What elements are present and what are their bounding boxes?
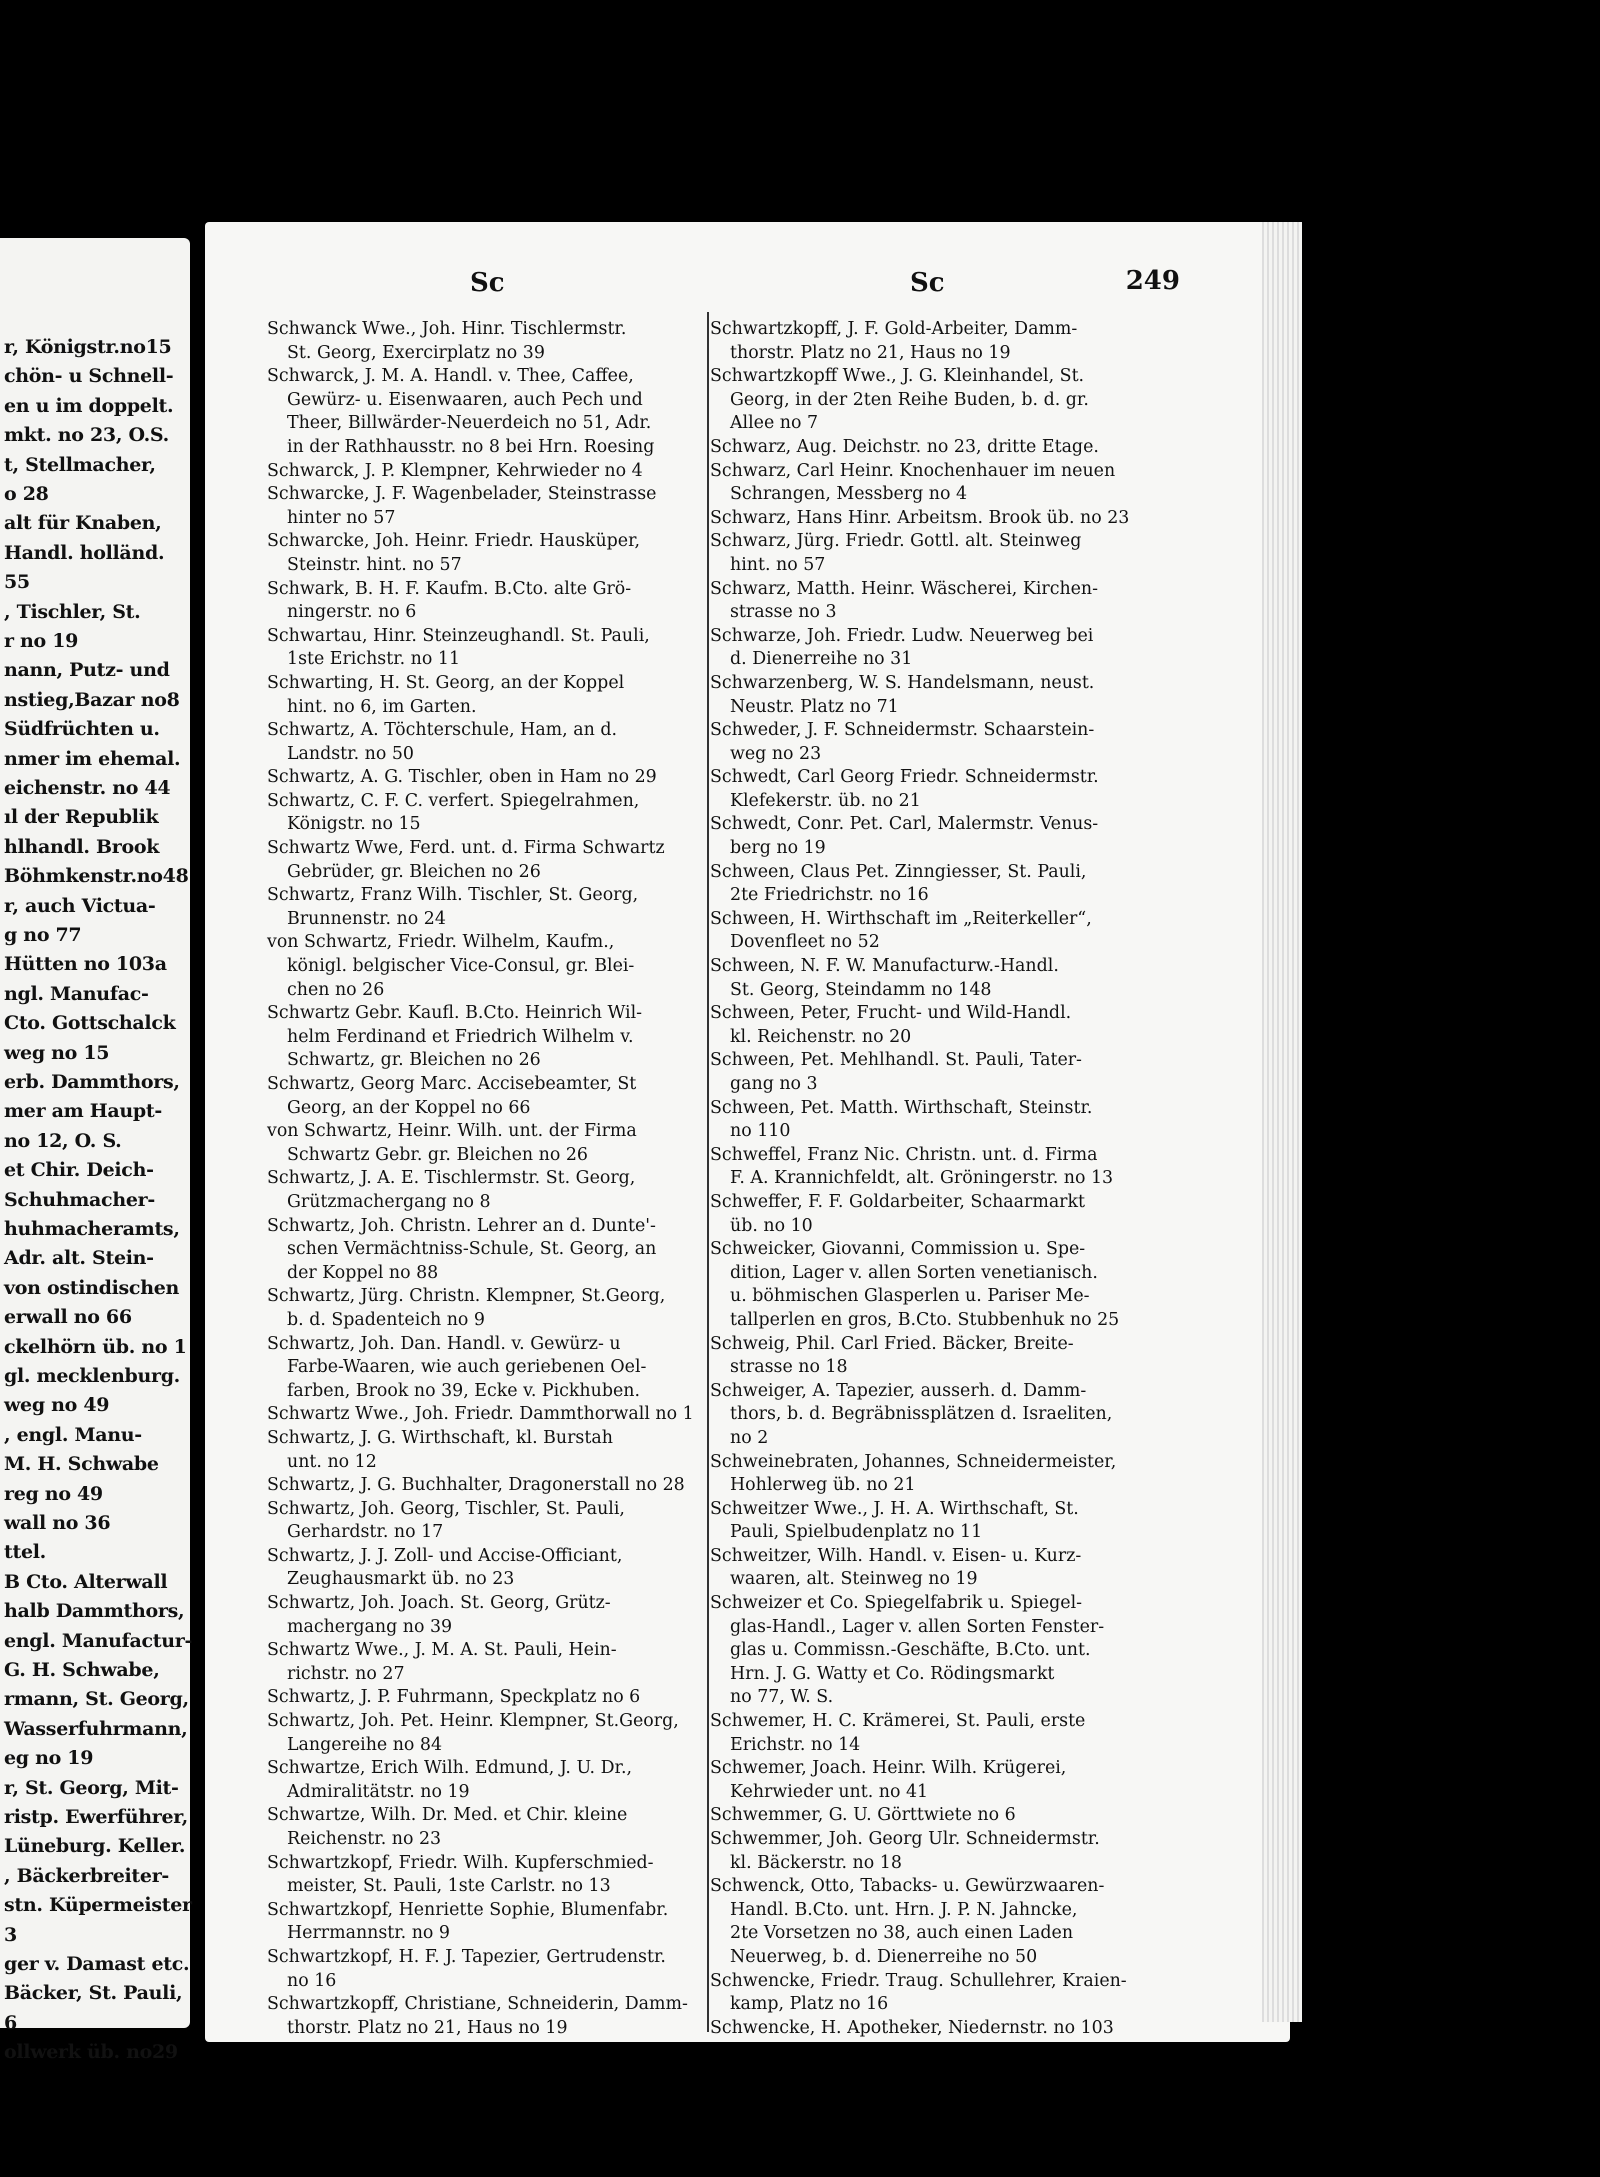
fragment-line: nstieg,Bazar no8 xyxy=(4,688,180,711)
fragment-line: weg no 49 xyxy=(4,1394,110,1417)
entry-continuation-line: glas u. Commissn.-Geschäfte, B.Cto. unt. xyxy=(730,1640,1091,1661)
entry-continuation-line: Landstr. no 50 xyxy=(287,743,414,764)
entry-continuation-line: der Koppel no 88 xyxy=(287,1262,439,1283)
fragment-line: ckelhörn üb. no 1 xyxy=(4,1335,187,1358)
entry-name-line: Schwartz, Franz Wilh. Tischler, St. Georg, xyxy=(267,885,639,906)
fragment-line: g no 77 xyxy=(4,924,82,946)
directory-entry xyxy=(267,483,707,530)
directory-entry xyxy=(267,672,707,719)
fragment-line: ristp. Ewerführer, xyxy=(4,1806,188,1828)
fragment-line: r, St. Georg, Mit- xyxy=(4,1776,179,1799)
entry-name-line: Schweffel, Franz Nic. Christn. unt. d. Firma xyxy=(710,1144,1098,1165)
directory-entry xyxy=(710,1710,1150,1757)
entry-continuation-line: hint. no 57 xyxy=(730,554,826,575)
entry-continuation-line: gang no 3 xyxy=(730,1074,818,1094)
entry-name-line: Schwartz, J. G. Wirthschaft, kl. Burstah xyxy=(267,1427,613,1448)
fragment-line: B Cto. Alterwall xyxy=(4,1570,168,1593)
fragment-line: , Bäckerbreiter- xyxy=(4,1864,169,1887)
entry-continuation-line: Theer, Billwärder-Neuerdeich no 51, Adr. xyxy=(287,413,652,434)
directory-entry xyxy=(267,790,707,837)
fragment-line: erwall no 66 xyxy=(4,1306,132,1329)
entry-name-line: Schween, Peter, Frucht- und Wild-Handl. xyxy=(710,1003,1072,1024)
fragment-line: Wasserfuhrmann, xyxy=(4,1717,188,1740)
entry-name-line: Schwarz, Carl Heinr. Knochenhauer im neuen xyxy=(710,460,1116,481)
directory-entry xyxy=(710,1875,1150,1969)
directory-entry xyxy=(710,578,1150,625)
entry-name-line: Schwarze, Joh. Friedr. Ludw. Neuerweg bei xyxy=(710,625,1094,646)
fragment-line: reg no 49 xyxy=(4,1482,103,1505)
directory-entry xyxy=(267,1073,707,1120)
entry-name-line: Schwartz Gebr. Kaufl. B.Cto. Heinrich Wil- xyxy=(267,1003,643,1024)
entry-name-line: Schweizer et Co. Spiegelfabrik u. Spiegel- xyxy=(710,1593,1083,1614)
directory-entry xyxy=(710,1144,1150,1191)
directory-entry xyxy=(710,1757,1150,1804)
directory-entry xyxy=(710,861,1150,908)
directory-entry xyxy=(710,1828,1150,1875)
fragment-line: eg no 19 xyxy=(4,1747,94,1770)
entry-name-line: Schwartze, Erich Wilh. Edmund, J. U. Dr., xyxy=(267,1758,633,1779)
directory-entry xyxy=(710,365,1150,436)
fragment-line: M. H. Schwabe xyxy=(4,1453,159,1476)
directory-entry xyxy=(267,931,707,1002)
directory-entry xyxy=(710,1498,1150,1545)
entry-continuation-line: St. Georg, Steindamm no 148 xyxy=(730,979,992,1000)
entry-continuation-line: no 16 xyxy=(287,1970,337,1991)
entry-continuation-line: 2te Friedrichstr. no 16 xyxy=(730,885,929,906)
fragment-line: r, Königstr.no15 xyxy=(4,336,172,358)
entry-name-line: Schween, H. Wirthschaft im „Reiterkeller“, xyxy=(710,908,1092,929)
left-column xyxy=(267,318,707,2040)
entry-name-line: Schwartz, Joh. Dan. Handl. v. Gewürz- u xyxy=(267,1333,621,1354)
directory-entry xyxy=(710,1333,1150,1380)
entry-continuation-line: unt. no 12 xyxy=(287,1451,377,1472)
entry-name-line: Schwarting, H. St. Georg, an der Koppel xyxy=(267,672,625,693)
directory-entry xyxy=(710,1238,1150,1332)
fragment-line: stn. Küpermeister xyxy=(4,1894,192,1917)
entry-name-line: Schwarcke, Joh. Heinr. Friedr. Hausküper, xyxy=(267,531,640,552)
entry-name-line: Schwartz, Jürg. Christn. Klempner, St.Georg, xyxy=(267,1286,666,1307)
directory-entry xyxy=(267,530,707,577)
directory-entry xyxy=(267,837,707,884)
entry-name-line: Schweffer, F. F. Goldarbeiter, Schaarmarkt xyxy=(710,1191,1086,1212)
entry-continuation-line: Dovenfleet no 52 xyxy=(730,932,880,953)
entry-continuation-line: Farbe-Waaren, wie auch geriebenen Oel- xyxy=(287,1357,647,1378)
fragment-line: ttel. xyxy=(4,1541,46,1564)
entry-name-line: Schwartzkopff, Christiane, Schneiderin, Damm- xyxy=(267,1994,688,2015)
directory-entry xyxy=(710,530,1150,577)
entry-continuation-line: königl. belgischer Vice-Consul, gr. Blei- xyxy=(287,956,635,977)
entry-name-line: Schwartzkopff, J. F. Gold-Arbeiter, Damm- xyxy=(710,319,1078,339)
fragment-line: Cto. Gottschalck xyxy=(4,1012,176,1035)
directory-entry xyxy=(267,1167,707,1214)
entry-name-line: Schweitzer Wwe., J. H. A. Wirthschaft, St. xyxy=(710,1498,1079,1519)
entry-name-line: Schwartze, Wilh. Dr. Med. et Chir. kleine xyxy=(267,1805,628,1826)
directory-entry xyxy=(710,1049,1150,1096)
fragment-line: ıl der Republik xyxy=(4,806,159,829)
entry-name-line: Schwarz, Matth. Heinr. Wäscherei, Kirchen- xyxy=(710,578,1099,599)
entry-continuation-line: dition, Lager v. allen Sorten venetianisch. xyxy=(730,1262,1098,1283)
entry-name-line: Schweder, J. F. Schneidermstr. Schaarstein- xyxy=(710,720,1095,741)
directory-entry xyxy=(267,1804,707,1851)
directory-entry xyxy=(267,1592,707,1639)
entry-name-line: Schwartzkopf, Friedr. Wilh. Kupferschmied- xyxy=(267,1852,654,1873)
entry-continuation-line: d. Dienerreihe no 31 xyxy=(730,649,913,670)
entry-name-line: Schwarcke, J. F. Wagenbelader, Steinstrasse xyxy=(267,484,657,505)
entry-name-line: Schwartz, A. Töchterschule, Ham, an d. xyxy=(267,720,617,741)
fragment-line: mkt. no 23, O.S. xyxy=(4,424,169,447)
directory-entry xyxy=(267,460,707,484)
directory-entry xyxy=(710,460,1150,507)
header-left: Sc xyxy=(470,268,505,298)
entry-continuation-line: 1ste Erichstr. no 11 xyxy=(287,649,461,670)
entry-continuation-line: hinter no 57 xyxy=(287,507,396,528)
directory-entry xyxy=(710,1451,1150,1498)
fragment-line: rmann, St. Georg, xyxy=(4,1688,189,1711)
directory-entry xyxy=(710,318,1150,365)
entry-name-line: Schween, N. F. W. Manufacturw.-Handl. xyxy=(710,956,1059,977)
fragment-line: r no 19 xyxy=(4,630,79,652)
fragment-line: ollwerk üb. no29 xyxy=(4,2041,178,2064)
fragment-line: mer am Haupt- xyxy=(4,1100,162,1123)
directory-entry xyxy=(710,1380,1150,1451)
directory-entry xyxy=(267,1333,707,1404)
directory-entry xyxy=(710,1002,1150,1049)
entry-continuation-line: thorstr. Platz no 21, Haus no 19 xyxy=(730,342,1011,363)
entry-name-line: Schwartz, Joh. Christn. Lehrer an d. Dunte'- xyxy=(267,1215,656,1236)
fragment-line: Bäcker, St. Pauli, xyxy=(4,1982,183,2005)
fragment-line: hlhandl. Brook xyxy=(4,835,160,858)
fragment-line: 6 xyxy=(4,2011,17,2034)
entry-name-line: Schwartz, Joh. Pet. Heinr. Klempner, St.Georg, xyxy=(267,1711,679,1732)
fragment-line: von ostindischen xyxy=(4,1276,180,1299)
entry-continuation-line: waaren, alt. Steinweg no 19 xyxy=(730,1569,978,1590)
directory-entry xyxy=(267,1757,707,1804)
directory-entry xyxy=(710,1191,1150,1238)
fragment-line: Böhmkenstr.no48 xyxy=(4,865,189,888)
entry-name-line: Schwemer, H. C. Krämerei, St. Pauli, erste xyxy=(710,1711,1086,1732)
entry-continuation-line: richstr. no 27 xyxy=(287,1663,405,1684)
entry-continuation-line: Gewürz- u. Eisenwaaren, auch Pech und xyxy=(287,389,643,410)
entry-continuation-line: Hohlerweg üb. no 21 xyxy=(730,1475,916,1496)
entry-continuation-line: no 2 xyxy=(730,1427,769,1448)
entry-continuation-line: strasse no 18 xyxy=(730,1357,848,1378)
entry-name-line: Schwencke, Friedr. Traug. Schullehrer, Kraien- xyxy=(710,1970,1127,1991)
fragment-line: r, auch Victua- xyxy=(4,894,156,917)
entry-continuation-line: Admiralitätstr. no 19 xyxy=(287,1781,470,1802)
entry-continuation-line: Neustr. Platz no 71 xyxy=(730,696,899,717)
entry-name-line: Schweig, Phil. Carl Fried. Bäcker, Breite- xyxy=(710,1333,1074,1354)
entry-continuation-line: Handl. B.Cto. unt. Hrn. J. P. N. Jahncke, xyxy=(730,1899,1078,1920)
entry-name-line: Schween, Claus Pet. Zinngiesser, St. Pauli, xyxy=(710,861,1087,882)
entry-continuation-line: Pauli, Spielbudenplatz no 11 xyxy=(730,1522,983,1543)
entry-continuation-line: strasse no 3 xyxy=(730,602,837,623)
entry-continuation-line: Reichenstr. no 23 xyxy=(287,1829,442,1849)
entry-continuation-line: berg no 19 xyxy=(730,838,826,859)
entry-continuation-line: helm Ferdinand et Friedrich Wilhelm v. xyxy=(287,1026,634,1047)
entry-continuation-line: weg no 23 xyxy=(730,743,822,764)
entry-name-line: Schwartz, A. G. Tischler, oben in Ham no 29 xyxy=(267,767,657,788)
entry-continuation-line: kl. Reichenstr. no 20 xyxy=(730,1026,912,1047)
entry-name-line: Schweitzer, Wilh. Handl. v. Eisen- u. Kurz- xyxy=(710,1545,1082,1566)
directory-entry xyxy=(267,1993,707,2040)
entry-continuation-line: kl. Bäckerstr. no 18 xyxy=(730,1852,902,1873)
directory-entry xyxy=(267,1285,707,1332)
entry-continuation-line: Steinstr. hint. no 57 xyxy=(287,554,462,575)
fragment-line: gl. mecklenburg. xyxy=(4,1365,180,1387)
directory-entry xyxy=(267,1686,707,1710)
fragment-line: et Chir. Deich- xyxy=(4,1159,154,1182)
entry-continuation-line: Allee no 7 xyxy=(730,413,819,434)
entry-continuation-line: Georg, in der 2ten Reihe Buden, b. d. gr. xyxy=(730,389,1089,410)
fragment-line: chön- u Schnell- xyxy=(4,365,174,388)
entry-name-line: Schwartz Wwe., J. M. A. St. Pauli, Hein- xyxy=(267,1640,617,1661)
entry-name-line: Schwarck, J. M. A. Handl. v. Thee, Caffee, xyxy=(267,366,634,387)
directory-page xyxy=(205,222,1290,2042)
fragment-line: nmer im ehemal. xyxy=(4,747,181,770)
entry-name-line: Schwemmer, G. U. Görttwiete no 6 xyxy=(710,1805,1016,1826)
fragment-line: Adr. alt. Stein- xyxy=(4,1247,154,1270)
entry-name-line: Schwartz Wwe., Joh. Friedr. Dammthorwall no 1 xyxy=(267,1404,694,1425)
fragment-line: erb. Dammthors, xyxy=(4,1071,180,1093)
entry-continuation-line: Georg, an der Koppel no 66 xyxy=(287,1097,531,1118)
entry-continuation-line: 2te Vorsetzen no 38, auch einen Laden xyxy=(730,1923,1074,1944)
fragment-line: ngl. Manufac- xyxy=(4,982,149,1005)
entry-continuation-line: Brunnenstr. no 24 xyxy=(287,908,446,929)
entry-continuation-line: ningerstr. no 6 xyxy=(287,602,417,623)
entry-continuation-line: hint. no 6, im Garten. xyxy=(287,696,477,717)
entry-continuation-line: kamp, Platz no 16 xyxy=(730,1994,889,2015)
directory-entry xyxy=(710,955,1150,1002)
entry-continuation-line: thors, b. d. Begräbnissplätzen d. Israeliten, xyxy=(730,1404,1113,1425)
directory-entry xyxy=(710,1804,1150,1828)
directory-entry xyxy=(267,625,707,672)
entry-continuation-line: Neuerweg, b. d. Dienerreihe no 50 xyxy=(730,1946,1038,1967)
entry-continuation-line: Hrn. J. G. Watty et Co. Rödingsmarkt xyxy=(730,1663,1055,1684)
entry-name-line: Schwedt, Carl Georg Friedr. Schneidermstr. xyxy=(710,767,1099,788)
directory-entry xyxy=(710,1545,1150,1592)
fragment-line: halb Dammthors, xyxy=(4,1600,185,1623)
entry-continuation-line: no 110 xyxy=(730,1121,791,1142)
entry-name-line: Schwencke, H. Apotheker, Niedernstr. no 103 xyxy=(710,2017,1114,2038)
entry-continuation-line: Herrmannstr. no 9 xyxy=(287,1923,450,1944)
entry-name-line: Schwartz, J. J. Zoll- und Accise-Officiant, xyxy=(267,1545,623,1566)
entry-name-line: Schwartz, Joh. Georg, Tischler, St. Pauli, xyxy=(267,1498,625,1519)
entry-name-line: Schwartzkopff Wwe., J. G. Kleinhandel, St. xyxy=(710,366,1085,387)
fragment-line: no 12, O. S. xyxy=(4,1129,122,1152)
directory-entry xyxy=(267,884,707,931)
directory-entry xyxy=(710,719,1150,766)
entry-name-line: Schwarzenberg, W. S. Handelsmann, neust. xyxy=(710,672,1095,693)
directory-entry xyxy=(710,436,1150,460)
directory-entry xyxy=(267,719,707,766)
entry-continuation-line: Schrangen, Messberg no 4 xyxy=(730,484,968,505)
fragment-line: 55 xyxy=(4,571,30,594)
entry-continuation-line: Grützmachergang no 8 xyxy=(287,1191,491,1212)
directory-entry xyxy=(267,1899,707,1946)
fragment-line: , engl. Manu- xyxy=(4,1423,142,1446)
entry-continuation-line: Gebrüder, gr. Bleichen no 26 xyxy=(287,861,541,882)
right-column xyxy=(710,318,1150,2040)
directory-entry xyxy=(267,1427,707,1474)
entry-name-line: Schwanck Wwe., Joh. Hinr. Tischlermstr. xyxy=(267,319,627,339)
directory-entry xyxy=(267,1215,707,1286)
entry-name-line: Schwartz, J. A. E. Tischlermstr. St. Georg, xyxy=(267,1168,636,1189)
directory-entry xyxy=(267,365,707,459)
fragment-line: 3 xyxy=(4,1923,17,1946)
fragment-line: Südfrüchten u. xyxy=(4,718,160,741)
directory-entry xyxy=(267,578,707,625)
fragment-line: huhmacheramts, xyxy=(4,1218,180,1240)
directory-entry xyxy=(267,1639,707,1686)
entry-continuation-line: thorstr. Platz no 21, Haus no 19 xyxy=(287,2017,568,2038)
entry-name-line: Schwark, B. H. F. Kaufm. B.Cto. alte Grö- xyxy=(267,578,632,599)
entry-continuation-line: Gerhardstr. no 17 xyxy=(287,1522,444,1543)
entry-name-line: Schween, Pet. Mehlhandl. St. Pauli, Tater- xyxy=(710,1050,1082,1071)
entry-continuation-line: machergang no 39 xyxy=(287,1616,453,1637)
entry-name-line: Schwartz, Joh. Joach. St. Georg, Grütz- xyxy=(267,1593,611,1614)
entry-name-line: Schwartzkopf, H. F. J. Tapezier, Gertrudenstr. xyxy=(267,1946,666,1967)
entry-continuation-line: Kehrwieder unt. no 41 xyxy=(730,1781,929,1802)
entry-name-line: Schwarz, Aug. Deichstr. no 23, dritte Etage. xyxy=(710,436,1099,457)
fragment-line: o 28 xyxy=(4,483,49,505)
directory-entry xyxy=(267,1545,707,1592)
entry-name-line: Schweiger, A. Tapezier, ausserh. d. Damm- xyxy=(710,1380,1087,1401)
directory-entry xyxy=(710,507,1150,531)
fragment-line: Schuhmacher- xyxy=(4,1188,155,1211)
entry-continuation-line: Schwartz, gr. Bleichen no 26 xyxy=(287,1050,541,1071)
directory-entry xyxy=(267,318,707,365)
directory-entry xyxy=(710,1592,1150,1710)
fragment-line: Handl. holländ. xyxy=(4,541,165,564)
entry-name-line: Schwedt, Conr. Pet. Carl, Malermstr. Venus- xyxy=(710,814,1099,835)
fragment-line: Lüneburg. Keller. xyxy=(4,1835,186,1858)
column-divider xyxy=(707,312,709,2032)
entry-name-line: von Schwartz, Heinr. Wilh. unt. der Firma xyxy=(267,1121,637,1142)
fragment-line: en u im doppelt. xyxy=(4,394,174,417)
entry-continuation-line: Klefekerstr. üb. no 21 xyxy=(730,790,921,811)
entry-name-line: Schwenck, Otto, Tabacks- u. Gewürzwaaren- xyxy=(710,1876,1105,1897)
entry-name-line: Schwartzkopf, Henriette Sophie, Blumenfabr. xyxy=(267,1899,669,1920)
entry-continuation-line: glas-Handl., Lager v. allen Sorten Fenster- xyxy=(730,1616,1105,1637)
entry-continuation-line: u. böhmischen Glasperlen u. Pariser Me- xyxy=(730,1286,1090,1307)
entry-name-line: Schween, Pet. Matth. Wirthschaft, Steinstr. xyxy=(710,1097,1093,1118)
fragment-line: wall no 36 xyxy=(4,1512,111,1534)
directory-entry xyxy=(710,766,1150,813)
entry-name-line: Schwarck, J. P. Klempner, Kehrwieder no 4 xyxy=(267,460,643,481)
directory-entry xyxy=(267,1120,707,1167)
entry-continuation-line: no 77, W. S. xyxy=(730,1687,834,1708)
fragment-line: , Tischler, St. xyxy=(4,600,141,623)
entry-continuation-line: St. Georg, Exercirplatz no 39 xyxy=(287,342,545,363)
entry-name-line: Schwartz, J. G. Buchhalter, Dragonerstall no 28 xyxy=(267,1475,685,1496)
directory-entry xyxy=(710,672,1150,719)
entry-name-line: Schwartz Wwe, Ferd. unt. d. Firma Schwartz xyxy=(267,838,665,859)
entry-continuation-line: Schwartz Gebr. gr. Bleichen no 26 xyxy=(287,1144,588,1165)
entry-name-line: Schwartz, J. P. Fuhrmann, Speckplatz no 6 xyxy=(267,1687,641,1708)
fragment-line: G. H. Schwabe, xyxy=(4,1659,160,1681)
page-number: 249 xyxy=(1125,266,1180,296)
directory-entry xyxy=(710,813,1150,860)
entry-name-line: Schwarz, Hans Hinr. Arbeitsm. Brook üb. no 23 xyxy=(710,507,1130,528)
directory-entry xyxy=(710,2017,1150,2041)
entry-name-line: von Schwartz, Friedr. Wilhelm, Kaufm., xyxy=(267,932,615,953)
facing-page-fragment xyxy=(0,238,193,2064)
entry-continuation-line: in der Rathhausstr. no 8 bei Hrn. Roesing xyxy=(287,436,655,457)
entry-name-line: Schwartz, Georg Marc. Accisebeamter, St xyxy=(267,1074,637,1094)
directory-entry xyxy=(267,1403,707,1427)
directory-entry xyxy=(710,908,1150,955)
entry-name-line: Schwemmer, Joh. Georg Ulr. Schneidermstr. xyxy=(710,1829,1100,1849)
fragment-line: alt für Knaben, xyxy=(4,512,162,535)
entry-name-line: Schwartau, Hinr. Steinzeughandl. St. Pauli, xyxy=(267,625,650,646)
entry-name-line: Schweinebraten, Johannes, Schneidermeister, xyxy=(710,1451,1117,1472)
fragment-line: engl. Manufactur- xyxy=(4,1629,193,1652)
entry-continuation-line: Königstr. no 15 xyxy=(287,814,421,835)
entry-continuation-line: tallperlen en gros, B.Cto. Stubbenhuk no 25 xyxy=(730,1309,1120,1330)
entry-continuation-line: F. A. Krannichfeldt, alt. Gröningerstr. no 13 xyxy=(730,1168,1114,1189)
directory-entry xyxy=(710,625,1150,672)
directory-entry xyxy=(267,1852,707,1899)
entry-continuation-line: Langereihe no 84 xyxy=(287,1734,443,1755)
fragment-line: t, Stellmacher, xyxy=(4,453,156,476)
directory-entry xyxy=(267,1498,707,1545)
directory-entry xyxy=(267,1710,707,1757)
entry-continuation-line: üb. no 10 xyxy=(730,1215,813,1236)
header-right: Sc xyxy=(910,268,945,298)
entry-name-line: Schwartz, C. F. C. verfert. Spiegelrahmen, xyxy=(267,790,640,811)
entry-name-line: Schwarz, Jürg. Friedr. Gottl. alt. Steinweg xyxy=(710,531,1082,552)
entry-continuation-line: b. d. Spadenteich no 9 xyxy=(287,1309,485,1330)
fragment-line: nann, Putz- und xyxy=(4,659,170,682)
entry-continuation-line: Erichstr. no 14 xyxy=(730,1734,861,1755)
fragment-line: weg no 15 xyxy=(4,1041,110,1064)
page-edges xyxy=(1262,222,1302,2022)
fragment-line: eichenstr. no 44 xyxy=(4,777,171,799)
directory-entry xyxy=(267,1002,707,1073)
entry-name-line: Schwemer, Joach. Heinr. Wilh. Krügerei, xyxy=(710,1758,1067,1779)
fragment-line: Hütten no 103a xyxy=(4,953,167,976)
entry-continuation-line: chen no 26 xyxy=(287,979,385,1000)
entry-continuation-line: farben, Brook no 39, Ecke v. Pickhuben. xyxy=(287,1380,640,1401)
entry-continuation-line: schen Vermächtniss-Schule, St. Georg, an xyxy=(287,1239,657,1260)
entry-name-line: Schweicker, Giovanni, Commission u. Spe- xyxy=(710,1239,1086,1260)
directory-entry xyxy=(710,1097,1150,1144)
fragment-line: ger v. Damast etc. xyxy=(4,1953,190,1975)
entry-continuation-line: Zeughausmarkt üb. no 23 xyxy=(287,1569,515,1590)
directory-entry xyxy=(267,1946,707,1993)
directory-entry xyxy=(267,766,707,790)
directory-entry xyxy=(267,1474,707,1498)
directory-entry xyxy=(710,1970,1150,2017)
entry-continuation-line: meister, St. Pauli, 1ste Carlstr. no 13 xyxy=(287,1876,611,1897)
